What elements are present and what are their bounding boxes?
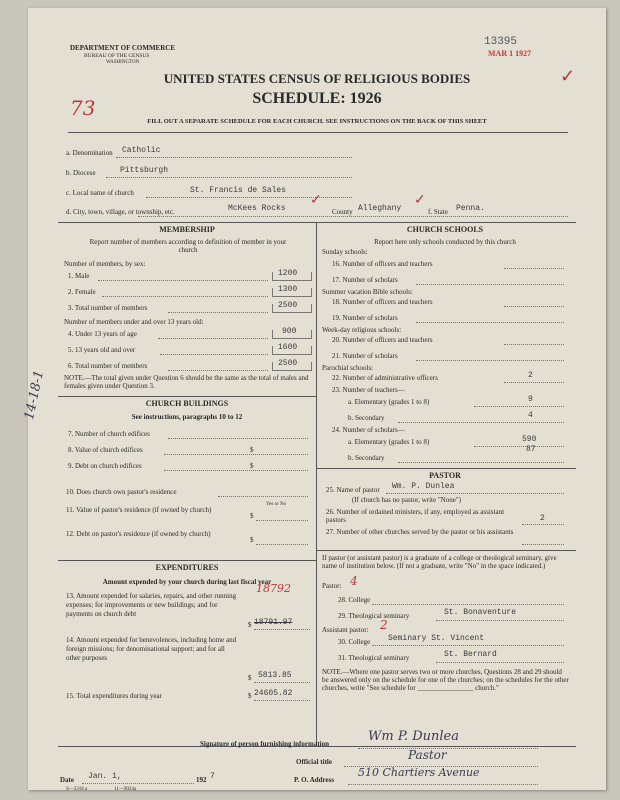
q5-label: 5. 13 years old and over — [68, 346, 136, 354]
q28-label: 28. College — [338, 596, 371, 604]
q9-label: 9. Debt on church edifices — [68, 462, 142, 470]
q13-dollar: $ — [248, 621, 252, 629]
county-label: County — [332, 208, 353, 216]
q29-value[interactable]: St. Bonaventure — [444, 608, 517, 617]
pastor-label: Pastor: — [322, 582, 342, 590]
q25-value[interactable]: Wm. P. Dunlea — [392, 482, 455, 491]
q4-value[interactable]: 900 — [282, 327, 297, 336]
q6-value[interactable]: 2500 — [278, 359, 298, 368]
q23a-value[interactable]: 9 — [528, 395, 533, 404]
diocese-label: b. Diocese — [66, 169, 96, 177]
q21-label: 21. Number of scholars — [332, 352, 398, 360]
address-label: P. O. Address — [294, 776, 335, 784]
buildings-title: CHURCH BUILDINGS — [145, 399, 229, 408]
q8-dollar: $ — [250, 446, 254, 454]
instruction-line: FILL OUT A SEPARATE SCHEDULE FOR EACH CHURCH. SEE INSTRUCTIONS ON THE BACK OF THIS SHEET — [147, 118, 487, 125]
q31-label: 31. Theological seminary — [338, 654, 410, 662]
denomination-label: a. Denomination — [66, 149, 113, 157]
red-check-mark-icon: ✓ — [310, 192, 322, 208]
q16-label: 16. Number of officers and teachers — [332, 260, 433, 268]
signature-label: Signature of person furnishing information — [200, 740, 329, 748]
q19-label: 19. Number of scholars — [332, 314, 398, 322]
city-value[interactable]: McKees Rocks — [228, 204, 286, 213]
q22-label: 22. Number of administrative officers — [332, 374, 438, 382]
buildings-intro: See instructions, paragraphs 10 to 12 — [131, 413, 243, 421]
schedule-year-title: SCHEDULE: 1926 — [252, 90, 382, 107]
assistant-mark: 2 — [380, 618, 388, 632]
q10-label: 10. Does church own pastor's residence — [66, 488, 177, 496]
expenditures-title: EXPENDITURES — [155, 563, 219, 572]
q25-hint: (If church has no pastor, write "None") — [352, 496, 462, 504]
schools-intro: Report here only schools conducted by this church — [374, 238, 516, 246]
pastor-title: PASTOR — [429, 471, 461, 480]
red-check-mark-icon: ✓ — [414, 192, 426, 208]
pastor-mark: 4 — [350, 574, 358, 588]
year-prefix: 192 — [196, 776, 207, 784]
q26-value[interactable]: 2 — [540, 514, 545, 523]
stamp-number: 13395 — [484, 36, 518, 48]
q30-label: 30. College — [338, 638, 371, 646]
q25-label: 25. Name of pastor — [326, 486, 380, 494]
sunday-schools: Sunday schools: — [322, 248, 368, 256]
membership-note: NOTE.—The total given under Question 6 should be the same as the total of males and females given under Question 3. — [64, 374, 309, 390]
q23a-label: a. Elementary (grades 1 to 8) — [348, 398, 430, 406]
state-label: f. State — [428, 208, 448, 216]
margin-handwritten-note: 14-18-1 — [22, 368, 48, 422]
date-value[interactable]: Jan. 1, — [88, 772, 122, 781]
q3-label: 3. Total number of members — [68, 304, 148, 312]
q14-label: 14. Amount expended for benevolences, including home and foreign missions; for denominational support; and for all other purposes — [66, 636, 237, 662]
q20-label: 20. Number of officers and teachers — [332, 336, 433, 344]
q11-dollar: $ — [250, 512, 254, 520]
city-label: d. City, town, village, or township, etc. — [66, 208, 175, 216]
schools-title: CHURCH SCHOOLS — [406, 225, 484, 234]
q1-value[interactable]: 1200 — [278, 269, 298, 278]
membership-intro: Report number of members according to definition of member in your church — [89, 238, 287, 254]
state-value[interactable]: Penna. — [456, 204, 485, 213]
bureau-city: WASHINGTON — [106, 60, 140, 65]
q24a-label: a. Elementary (grades 1 to 8) — [348, 438, 430, 446]
official-title-label: Official title — [296, 758, 332, 766]
q10-hint: Yes or No — [266, 502, 287, 507]
q31-value[interactable]: St. Bernard — [444, 650, 497, 659]
q15-value[interactable]: 24605.82 — [254, 689, 293, 698]
q13-label: 13. Amount expended for salaries, repairs, and other running expenses; for improvements or new buildings; and for payments on church debt — [66, 592, 237, 618]
header-rule — [68, 132, 568, 133]
q30-value[interactable]: Seminary St. Vincent — [388, 634, 485, 643]
q24b-value[interactable]: 87 — [526, 445, 536, 454]
q12-dollar: $ — [250, 536, 254, 544]
pastor-note: NOTE.—Where one pastor serves two or more churches, Questions 28 and 29 should be answered only on the schedule for one of the churches; on the schedules for the other churches, write "See schedule for ________________ church." — [322, 668, 569, 692]
q12-label: 12. Debt on pastor's residence (if owned by church) — [66, 530, 211, 538]
q6-label: 6. Total number of members — [68, 362, 148, 370]
department-name: DEPARTMENT OF COMMERCE — [70, 44, 176, 52]
q1-label: 1. Male — [68, 272, 90, 280]
q26-label: 26. Number of ordained ministers, if any, employed as assistant pastors — [326, 508, 505, 524]
received-date-stamp: MAR 1 1927 — [488, 49, 532, 58]
expenditures-intro: Amount expended by your church during last fiscal year — [102, 578, 272, 586]
q5-value[interactable]: 1600 — [278, 343, 298, 352]
q13-value[interactable]: 18791.97 — [254, 618, 293, 627]
q4-label: 4. Under 13 years of age — [68, 330, 137, 338]
q2-value[interactable]: 1300 — [278, 285, 298, 294]
q17-label: 17. Number of scholars — [332, 276, 398, 284]
diocese-value[interactable]: Pittsburgh — [120, 166, 169, 175]
q23-label: 23. Number of teachers— — [332, 386, 405, 394]
signature-value[interactable]: Wm P. Dunlea — [368, 729, 459, 744]
q15-dollar: $ — [248, 692, 252, 700]
q18-label: 18. Number of officers and teachers — [332, 298, 433, 306]
q24b-label: b. Secondary — [348, 454, 385, 462]
q11-label: 11. Value of pastor's residence (if owned by church) — [66, 506, 212, 514]
county-value[interactable]: Alleghany — [358, 204, 402, 213]
q14-dollar: $ — [248, 674, 252, 682]
column-divider — [316, 222, 317, 746]
summer-schools: Summer vacation Bible schools: — [322, 288, 413, 296]
q24a-value[interactable]: 590 — [522, 435, 537, 444]
weekday-schools: Week-day religious schools: — [322, 326, 402, 334]
q29-label: 29. Theological seminary — [338, 612, 410, 620]
census-schedule-sheet — [22, 8, 606, 792]
q23b-value[interactable]: 4 — [528, 411, 533, 420]
q8-label: 8. Value of church edifices — [68, 446, 143, 454]
q3-value[interactable]: 2500 — [278, 301, 298, 310]
church-name-label: c. Local name of church — [66, 189, 134, 197]
address-value[interactable]: 510 Chartiers Avenue — [358, 766, 480, 779]
q27-label: 27. Number of other churches served by the pastor or his assistants — [326, 528, 514, 536]
membership-title: MEMBERSHIP — [159, 225, 215, 234]
q22-value[interactable]: 2 — [528, 371, 533, 380]
members-by-age: Number of members under and over 13 years old: — [64, 318, 204, 326]
red-check-mark-icon: ✓ — [560, 66, 576, 87]
denomination-value[interactable]: Catholic — [122, 146, 161, 155]
q9-dollar: $ — [250, 462, 254, 470]
date-label: Date — [60, 776, 74, 784]
q14-value[interactable]: 5813.85 — [258, 671, 292, 680]
bureau-name: BUREAU OF THE CENSUS — [84, 53, 150, 59]
q2-label: 2. Female — [68, 288, 96, 296]
form-code-2: 11—9024a — [114, 787, 137, 792]
parochial-schools: Parochial schools: — [322, 364, 374, 372]
year-suffix[interactable]: 7 — [210, 772, 215, 781]
assistant-label: Assistant pastor: — [322, 626, 369, 634]
church-name-value[interactable]: St. Francis de Sales — [190, 186, 287, 195]
red-reference-mark: 73 — [70, 96, 96, 120]
official-title-value[interactable]: Pastor — [408, 748, 447, 762]
college-note: If pastor (or assistant pastor) is a graduate of a college or theological seminary, give name of institution below. (If not a graduate, write "No" in the space indicated.) — [322, 554, 557, 570]
form-title: UNITED STATES CENSUS OF RELIGIOUS BODIES — [163, 71, 471, 86]
q15-label: 15. Total expenditures during year — [66, 692, 162, 700]
q23b-label: b. Secondary — [348, 414, 385, 422]
q7-label: 7. Number of church edifices — [68, 430, 150, 438]
q24-label: 24. Number of scholars— — [332, 426, 405, 434]
q13-correction: 18792 — [256, 582, 291, 595]
members-by-sex: Number of members, by sex: — [64, 260, 146, 268]
form-code: S—3318 a — [66, 787, 88, 792]
